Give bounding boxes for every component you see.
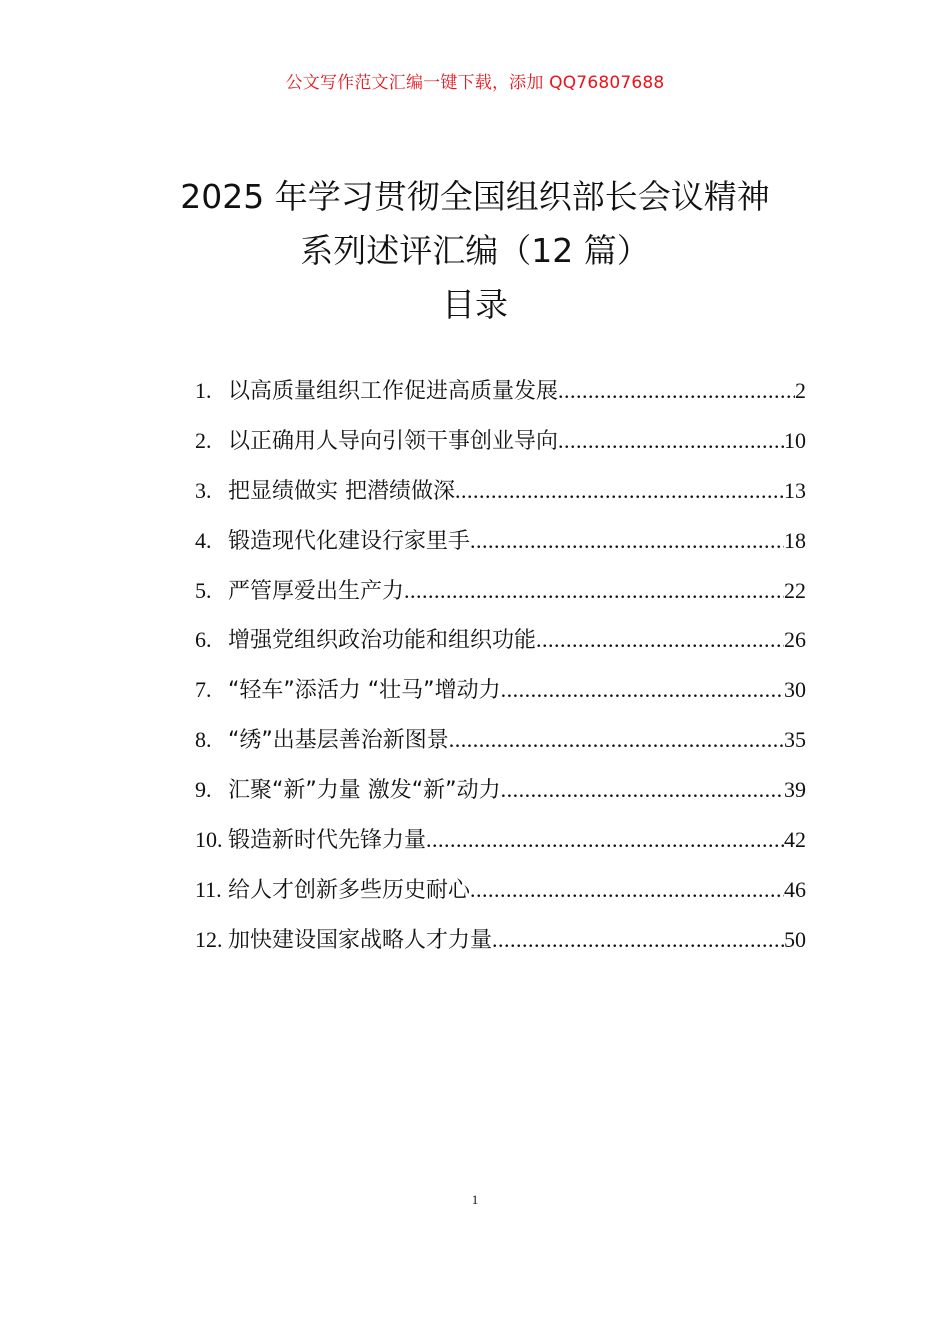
toc-entry-page: 39 xyxy=(784,777,806,803)
toc-entry-title: 锻造现代化建设行家里手 xyxy=(228,528,471,554)
toc-entry-title: 以正确用人导向引领干事创业导向 xyxy=(228,428,559,454)
toc-entry-page: 10 xyxy=(784,427,806,453)
toc-entry-page: 2 xyxy=(795,378,806,403)
toc-entry-7[interactable] xyxy=(195,673,806,723)
title-line-1: 2025 年学习贯彻全国组织部长会议精神 xyxy=(180,177,770,216)
toc-leader-dots xyxy=(501,677,784,703)
toc-entry-page: 35 xyxy=(784,727,806,753)
toc-entry-2[interactable] xyxy=(195,424,806,474)
toc-leader-dots xyxy=(470,528,784,554)
toc-heading: 目录 xyxy=(442,285,508,324)
toc-entry-title: 加快建设国家战略人才力量 xyxy=(228,927,493,953)
toc-entry-title: 增强党组织政治功能和组织功能 xyxy=(228,628,537,654)
toc-entry-page: 13 xyxy=(784,477,806,503)
toc-entry-number: 10. xyxy=(195,827,223,853)
toc-entry-4[interactable] xyxy=(195,524,806,574)
toc-leader-dots xyxy=(536,627,784,653)
toc-entry-9[interactable] xyxy=(195,773,806,823)
toc-entry-title: 锻造新时代先锋力量 xyxy=(228,828,427,854)
toc-leader-dots xyxy=(492,927,784,953)
toc-entry-3[interactable] xyxy=(195,474,806,524)
toc-entry-12[interactable] xyxy=(195,923,806,973)
toc-entry-page: 26 xyxy=(784,627,806,653)
toc-leader-dots xyxy=(558,428,784,454)
toc-entry-1[interactable] xyxy=(195,374,806,424)
toc-entry-number: 3. xyxy=(195,477,212,503)
toc-entry-page: 18 xyxy=(784,527,806,553)
toc-entry-title: 把显绩做实 把潜绩做深 xyxy=(228,478,455,504)
toc-entry-number: 1. xyxy=(195,378,212,403)
table-of-contents xyxy=(195,374,806,973)
toc-entry-number: 5. xyxy=(195,577,212,603)
toc-leader-dots xyxy=(426,827,784,853)
download-notice: 公文写作范文汇编一键下载，添加 QQ76807688 xyxy=(285,73,665,93)
toc-leader-dots xyxy=(558,378,795,404)
toc-entry-6[interactable] xyxy=(195,623,806,673)
toc-entry-number: 6. xyxy=(195,627,212,653)
toc-entry-title: 以高质量组织工作促进高质量发展 xyxy=(228,379,559,404)
toc-entry-number: 8. xyxy=(195,727,212,753)
toc-entry-page: 22 xyxy=(784,577,806,603)
toc-entry-page: 50 xyxy=(784,926,806,952)
title-line-2: 系列述评汇编（12 篇） xyxy=(300,231,650,270)
toc-entry-title: 给人才创新多些历史耐心 xyxy=(228,877,471,903)
toc-entry-number: 4. xyxy=(195,527,212,553)
toc-leader-dots xyxy=(449,727,784,753)
page-number: 1 xyxy=(471,1192,479,1207)
toc-entry-title: 严管厚爱出生产力 xyxy=(228,578,405,604)
document-title xyxy=(0,170,950,332)
toc-entry-5[interactable] xyxy=(195,574,806,624)
toc-entry-page: 46 xyxy=(784,876,806,902)
toc-leader-dots xyxy=(501,777,784,803)
toc-entry-number: 7. xyxy=(195,677,212,703)
toc-entry-number: 2. xyxy=(195,427,212,453)
toc-entry-number: 11. xyxy=(195,876,222,902)
toc-entry-title: 汇聚“新”力量 激发“新”动力 xyxy=(228,778,501,804)
toc-entry-number: 9. xyxy=(195,777,212,803)
toc-entry-11[interactable] xyxy=(195,873,806,923)
toc-entry-page: 42 xyxy=(784,827,806,853)
toc-leader-dots xyxy=(404,578,784,604)
toc-entry-title: “轻车”添活力 “壮马”增动力 xyxy=(228,678,501,704)
toc-leader-dots xyxy=(470,877,784,903)
toc-entry-title: “绣”出基层善治新图景 xyxy=(228,728,449,754)
toc-entry-8[interactable] xyxy=(195,723,806,773)
toc-entry-page: 30 xyxy=(784,677,806,703)
toc-entry-10[interactable] xyxy=(195,823,806,873)
toc-entry-number: 12. xyxy=(195,926,223,952)
toc-leader-dots xyxy=(455,478,784,504)
